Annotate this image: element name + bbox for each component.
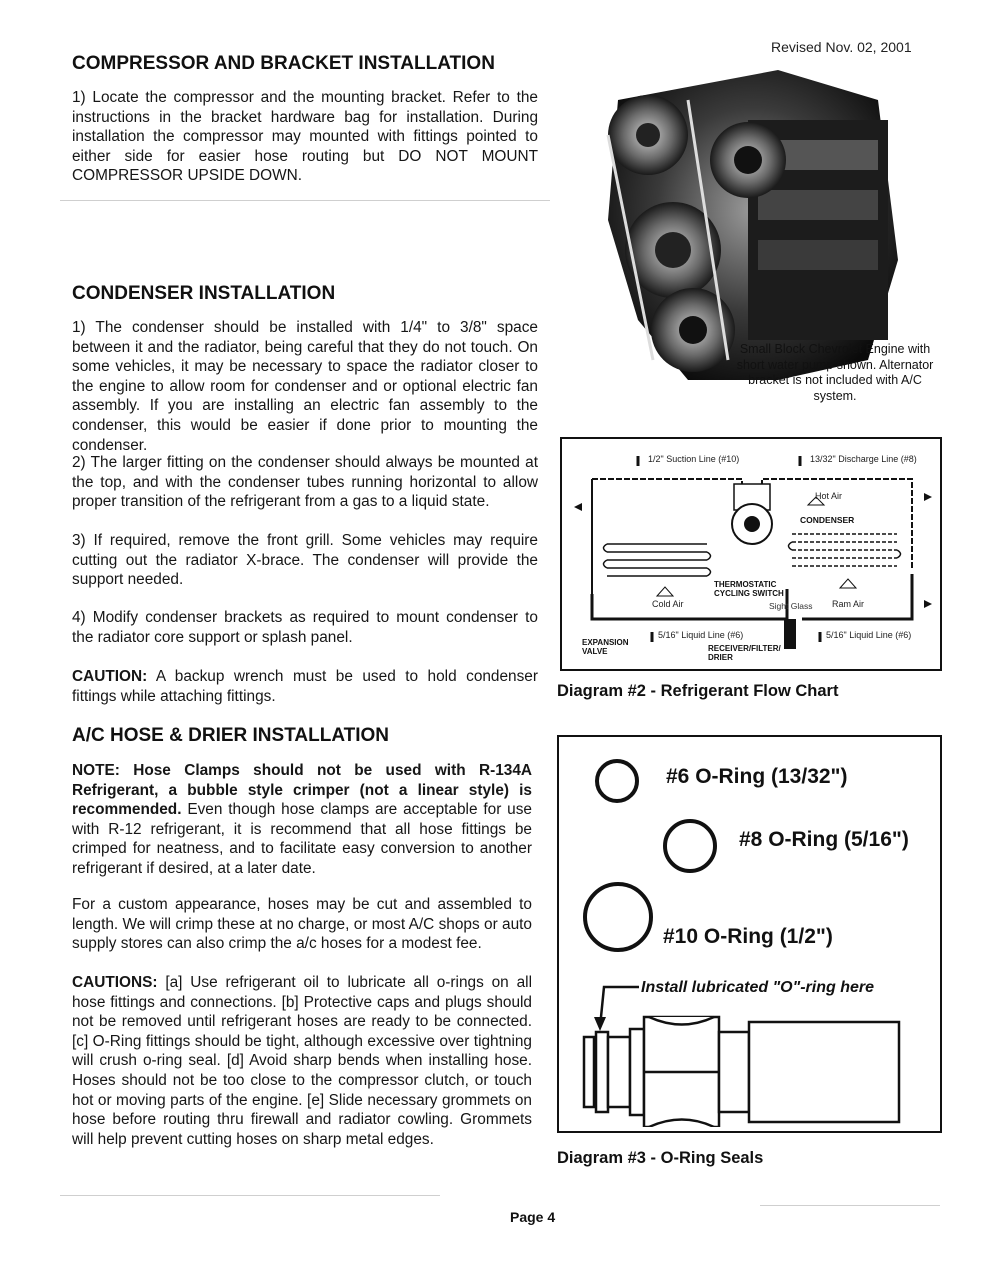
- o-ring-6-label: #6 O-Ring (13/32"): [666, 765, 848, 788]
- hose-note: [72, 761, 532, 879]
- diagram2-caption: Diagram #2 - Refrigerant Flow Chart: [557, 682, 839, 700]
- suction-line-label: 1/2" Suction Line (#10): [648, 454, 740, 464]
- compressor-paragraph: 1) Locate the compressor and the mounting bracket. Refer to the instructions in the bracket hardware bag for installation. During installation the compressor may mounted with fittings pointed to either side for easier hose routing but DO NOT MOUNT COMPRESSOR UPSIDE DOWN.: [72, 89, 538, 185]
- diagram3-caption: Diagram #3 - O-Ring Seals: [557, 1149, 764, 1167]
- thermostatic-label: THERMOSTATIC: [714, 580, 777, 589]
- revised-date: Revised Nov. 02, 2001: [771, 39, 912, 55]
- condenser-paragraph-2: 2) The larger fitting on the condenser should always be mounted at the top, and with the condenser tubes running horizontal to allow proper transition of the refrigerant from a gas to a liquid state.: [72, 454, 538, 511]
- scan-line: [760, 1205, 940, 1206]
- note-label: NOTE: Hose Clamps should not be used with R-134A Refrigerant, a bubble style crimper (not a linear style) is recommended.: [72, 762, 532, 819]
- custom-appearance-paragraph: For a custom appearance, hoses may be cut and assembled to length. We will crimp these at no charge, or most A/C shops or auto supply stores can also crimp the a/c hoses for a modest fee.: [72, 896, 532, 953]
- ram-air-label: Ram Air: [832, 599, 865, 609]
- hot-air-label: Hot Air: [815, 491, 843, 501]
- engine-photo: [578, 60, 908, 390]
- cold-air-label: Cold Air: [652, 599, 684, 609]
- install-note: Install lubricated "O"-ring here: [641, 979, 874, 996]
- hose-fitting-drawing: [574, 977, 929, 1127]
- o-ring-8-icon: [663, 819, 717, 873]
- receiver-label: RECEIVER/FILTER/: [708, 644, 781, 653]
- condenser-paragraph-1: 1) The condenser should be installed with 1/4" to 3/8" space between it and the radiator, being careful that they do not touch. On some vehicles, it may be necessary to space the radiator closer to the engine to allow room for condenser and or optional electric fan assembly. If you are installing an electric fan assembly to the condenser, this would be easier if done prior to mounting the condenser.: [72, 319, 538, 454]
- scan-line: [60, 200, 550, 201]
- photo-caption: Small Block Chevrolet Engine with short water pump shown. Alternator bracket is not included with A/C system.: [736, 342, 934, 403]
- o-ring-10-label: #10 O-Ring (1/2"): [663, 925, 833, 948]
- o-ring-8-label: #8 O-Ring (5/16"): [739, 828, 909, 851]
- caution-label: CAUTION:: [72, 668, 148, 685]
- cycling-switch-label: CYCLING SWITCH: [714, 589, 784, 598]
- section-title-compressor: COMPRESSOR AND BRACKET INSTALLATION: [72, 53, 495, 74]
- section-title-hose: A/C HOSE & DRIER INSTALLATION: [72, 725, 390, 746]
- caution-text: A backup wrench must be used to hold condenser fittings while attaching fittings.: [72, 668, 538, 705]
- scan-line: [60, 1195, 440, 1196]
- cautions-paragraph: [72, 973, 532, 1149]
- o-ring-6-icon: [595, 759, 639, 803]
- discharge-line-label: 13/32" Discharge Line (#8): [810, 454, 917, 464]
- liquid-line-right-label: 5/16" Liquid Line (#6): [826, 630, 912, 640]
- note-text: Even though hose clamps are acceptable for use with R-12 refrigerant, it is recommend that all hose fittings be crimped for neatness, and to facilitate easy conversion to another refrigerant if desired, at a later date.: [72, 801, 532, 877]
- o-ring-diagram: [557, 735, 942, 1133]
- condenser-paragraph-3: 3) If required, remove the front grill. Some vehicles may require cutting out the radiator X-brace. The condenser will provide the support needed.: [72, 532, 538, 589]
- drier-label: DRIER: [708, 653, 733, 662]
- cautions-text: [a] Use refrigerant oil to lubricate all o-rings on all hose fittings and connections. [b] Protective caps and plugs should not be removed until refrigerant hoses are ready to be connected. [c] O-Ring fittings should be tight, although excessive over tightning will crush o-ring seal. [d] Avoid sharp bends when installing hose. Hoses should not be too close to the compressor clutch, or touch hot or moving parts of the engine. [e] Slide necessary grommets on hose before routing thru firewall and radiator cowling. Grommets will help prevent cutting hoses on sharp metal edges.: [72, 974, 532, 1148]
- valve-label: VALVE: [582, 647, 608, 656]
- expansion-label: EXPANSION: [582, 638, 629, 647]
- condenser-paragraph-4: 4) Modify condenser brackets as required to mount condenser to the radiator core support or splash panel.: [72, 609, 538, 646]
- section-title-condenser: CONDENSER INSTALLATION: [72, 283, 336, 304]
- condenser-label: CONDENSER: [800, 515, 855, 525]
- refrigerant-flow-diagram: [560, 437, 942, 671]
- cautions-label: CAUTIONS:: [72, 974, 158, 991]
- page-number: Page 4: [510, 1209, 556, 1225]
- liquid-line-left-label: 5/16" Liquid Line (#6): [658, 630, 744, 640]
- condenser-caution: [72, 667, 538, 706]
- sight-glass-label: Sight Glass: [769, 601, 813, 611]
- o-ring-10-icon: [583, 882, 653, 952]
